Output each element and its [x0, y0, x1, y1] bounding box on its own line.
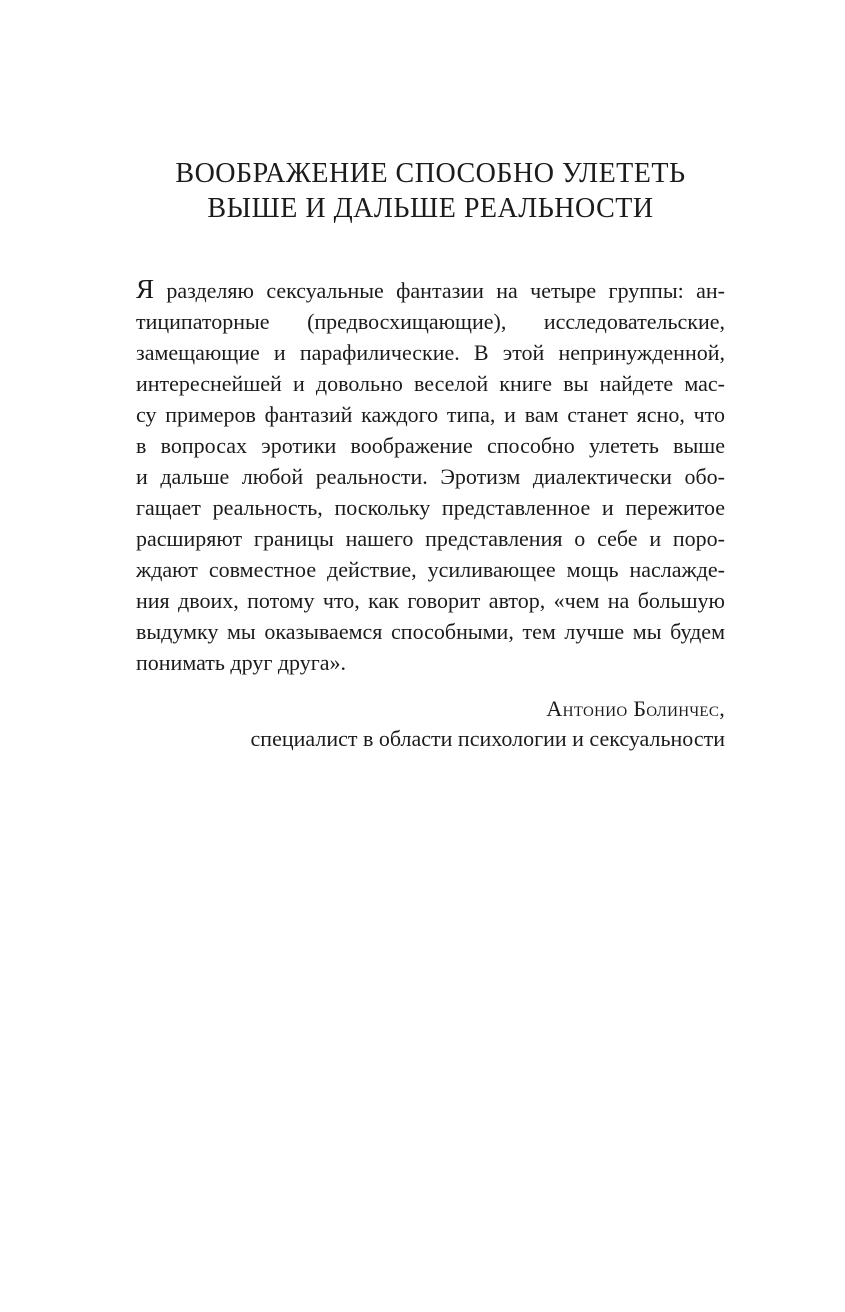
chapter-title — [136, 156, 725, 226]
paragraph-line: тиципаторные (предвосхищающие), исследовательские, — [136, 309, 725, 334]
attribution-role: специалист в области психологии и сексуальности — [250, 726, 725, 751]
paragraph-line: и дальше любой реальности. Эротизм диалектически обо- — [136, 464, 725, 489]
paragraph-line: выдумку мы оказываемся способными, тем лучше мы будем — [136, 619, 725, 644]
paragraph-line: замещающие и парафилические. В этой непринужденной, — [136, 340, 725, 365]
chapter-title-line-2: ВЫШЕ И ДАЛЬШЕ РЕАЛЬНОСТИ — [207, 193, 654, 224]
paragraph-line: интереснейшей и довольно веселой книге вы найдете мас- — [136, 371, 725, 396]
attribution-author: Антонио Болинчес, — [546, 696, 725, 721]
quote-paragraph — [136, 274, 725, 678]
attribution — [136, 694, 725, 754]
chapter-title-line-1: ВООБРАЖЕНИЕ СПОСОБНО УЛЕТЕТЬ — [175, 158, 686, 189]
paragraph-line: ния двоих, потому что, как говорит автор, «чем на большую — [136, 588, 725, 613]
paragraph-line: в вопросах эротики воображение способно улететь выше — [136, 433, 725, 458]
paragraph-line: гащает реальность, поскольку представленное и пережитое — [136, 495, 725, 520]
paragraph-line: расширяют границы нашего представления о себе и поро- — [136, 526, 725, 551]
paragraph-line: понимать друг друга». — [136, 650, 347, 675]
paragraph-line: ждают совместное действие, усиливающее мощь наслажде- — [136, 557, 725, 582]
paragraph-line: Я разделяю сексуальные фантазии на четыре группы: ан- — [136, 274, 725, 304]
paragraph-line: су примеров фантазий каждого типа, и вам станет ясно, что — [136, 402, 725, 427]
